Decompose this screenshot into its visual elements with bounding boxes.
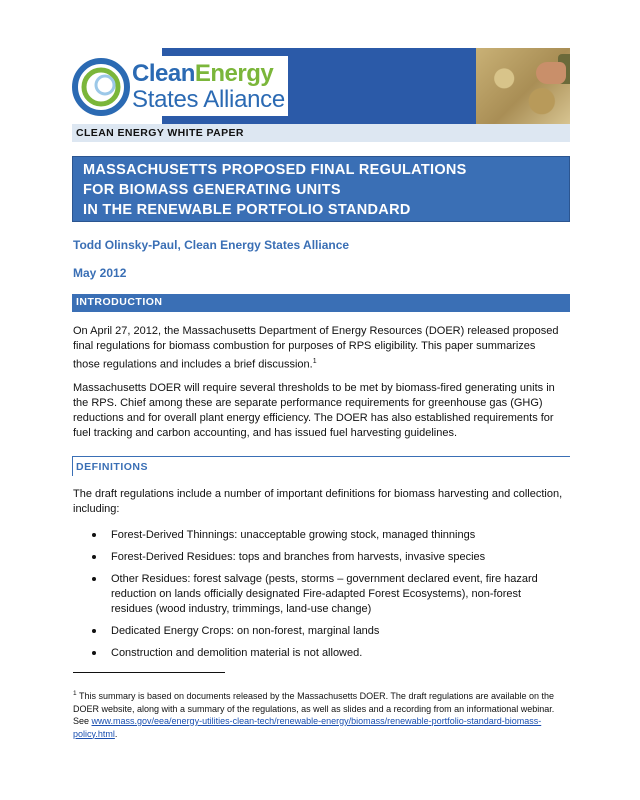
swirl-logo-icon (72, 58, 130, 116)
footnote-rule (73, 672, 225, 673)
definitions-intro: The draft regulations include a number of important definitions for biomass harvesting and collection, including: (73, 488, 563, 515)
definitions-rule-left (72, 456, 73, 476)
title-line-1: MASSACHUSETTS PROPOSED FINAL REGULATIONS (83, 162, 467, 178)
definitions-heading: DEFINITIONS (76, 461, 149, 473)
footnote-number: 1 (73, 690, 77, 697)
introduction-heading: INTRODUCTION (76, 296, 163, 308)
introduction-paragraph-2: Massachusetts DOER will require several thresholds to be met by biomass-fired generating units in the RPS. Chief among these are separate performance requirements for greenhouse gas (GHG) reductions and for overall plant energy efficiency. The DOER has also established requirements for fuel tracking and carbon accounting, and has issued fuel harvesting guidelines. (73, 382, 555, 439)
publication-date: May 2012 (73, 266, 127, 280)
introduction-heading-bar (72, 294, 570, 312)
header-photo (476, 48, 570, 124)
footnote-link[interactable]: www.mass.gov/eea/energy-utilities-clean-tech/renewable-energy/biomass/renewable-portfolio-standard-biomass-policy.html (73, 716, 542, 739)
footnote: $^1$ This summary is based on documents released by the Massachusetts DOER. The draft regulations are available on the DOER website, along with a summary of the regulations, as well as slides and a recording from an informational webinar. See www.mass.gov/eea/energy-utilities-clean-tech/renewable-energy/biomass/renewable-portfolio-standard-biomass-policy.html. (73, 690, 555, 739)
list-item: Forest-Derived Residues: tops and branches from harvests, invasive species (73, 550, 565, 565)
title-line-2: FOR BIOMASS GENERATING UNITS (83, 182, 341, 198)
list-item: Dedicated Energy Crops: on non-forest, marginal lands (73, 624, 565, 639)
list-item: Other Residues: forest salvage (pests, storms – government declared event, fire hazard reduction on lands officially designated Fire-adapted Forest Ecosystems), non-forest residues (wood industry, trimmings, land-use change) (73, 572, 565, 617)
list-item: Construction and demolition material is not allowed. (73, 646, 565, 661)
logo (72, 56, 288, 116)
title-line-3: IN THE RENEWABLE PORTFOLIO STANDARD (83, 202, 411, 218)
footnote-ref[interactable]: 1 (312, 358, 317, 365)
logo-wordmark-top: CleanEnergy (132, 60, 274, 87)
logo-wordmark-bottom: States Alliance (132, 86, 285, 113)
document-type-label: CLEAN ENERGY WHITE PAPER (76, 127, 244, 139)
author: Todd Olinsky-Paul, Clean Energy States Alliance (73, 238, 350, 252)
definitions-rule (72, 456, 570, 457)
title-box (72, 156, 570, 222)
definitions-list (73, 528, 565, 668)
list-item: Forest-Derived Thinnings: unacceptable growing stock, managed thinnings (73, 528, 565, 543)
introduction-paragraph-1: On April 27, 2012, the Massachusetts Department of Energy Resources (DOER) released proposed final regulations for biomass combustion for purposes of RPS eligibility. This paper summarizes those regulations and includes a brief discussion.$^1$ (73, 325, 559, 371)
